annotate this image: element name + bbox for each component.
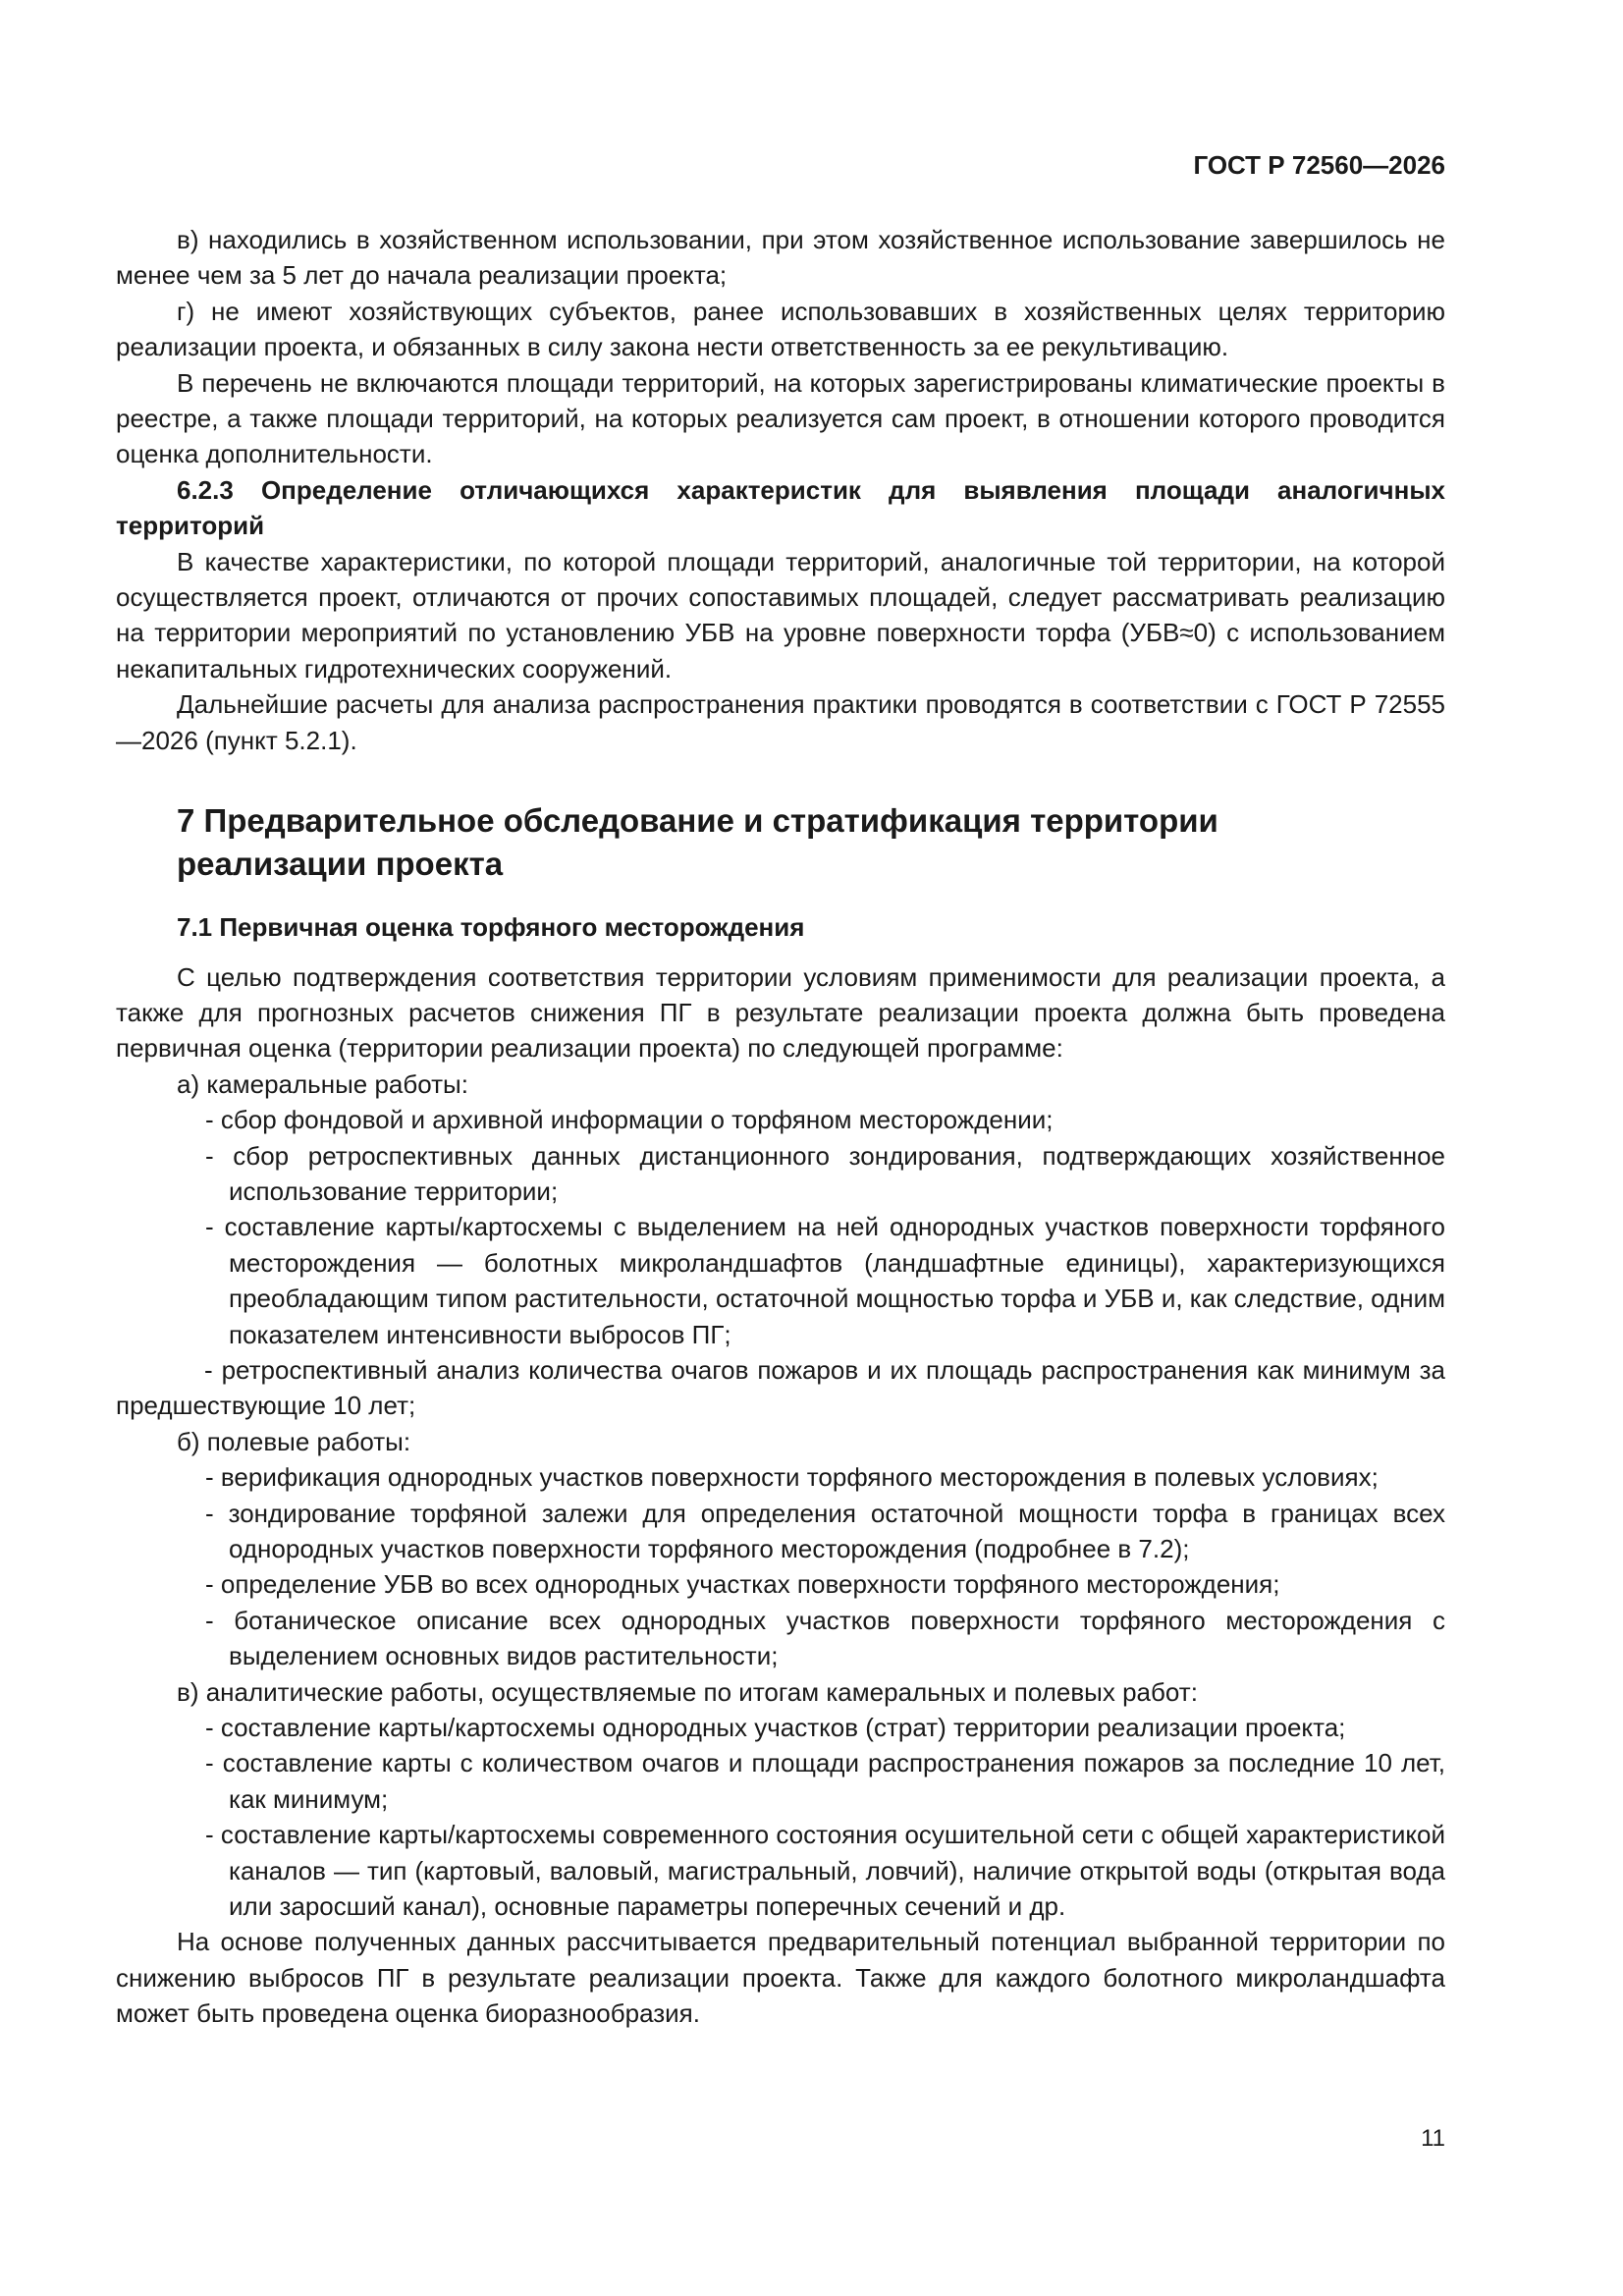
paragraph-item-v: в) находились в хозяйственном использовании, при этом хозяйственное использование завершилось не менее чем за 5 лет до начала реализации проекта; (116, 225, 1445, 291)
paragraph-exclusions: В перечень не включаются площади территорий, на которых зарегистрированы климатические проекты в реестре, а также площади территорий, на которых реализуется сам проект, в отношении которого проводится оценка дополнительности. (116, 367, 1445, 469)
section-7-title (116, 799, 1445, 886)
list-item-v-bullet-1: - составление карты/картосхемы однородных участков (страт) территории реализации проекта; (205, 1713, 1346, 1743)
paragraph-characteristics: В качестве характеристики, по которой площади территорий, аналогичные той территории, на которой осуществляется проект, отличаются от прочих сопоставимых площадей, следует рассматривать реализацию на территории мероприятий по установлению УБВ на уровне поверхности торфа (УБВ≈0) с использованием некапитальных гидротехнических сооружений. (116, 546, 1445, 683)
page-number: 11 (1421, 2125, 1445, 2152)
section-7-title-line-2: реализации проекта (177, 846, 504, 883)
list-item-b-bullet-1: - верификация однородных участков поверхности торфяного месторождения в полевых условиях; (205, 1462, 1379, 1493)
list-item-v-label: в) аналитические работы, осуществляемые по итогам камеральных и полевых работ: (177, 1676, 1198, 1707)
standard-header: ГОСТ Р 72560—2026 (1193, 150, 1445, 180)
list-item-b-bullet-2: - зондирование торфяной залежи для определения остаточной мощности торфа в границах всех однородных участков поверхности торфяного месторождения (подробнее в 7.2); (205, 1498, 1445, 1563)
list-item-a-label: а) камеральные работы: (177, 1068, 468, 1099)
list-item-a-bullet-4: - ретроспективный анализ количества очагов пожаров и их площадь распространения как минимум за предшествующие 10 лет; (116, 1354, 1445, 1421)
list-item-b-bullet-3: - определение УБВ во всех однородных участках поверхности торфяного месторождения; (205, 1569, 1280, 1600)
paragraph-further-calculations: Дальнейшие расчеты для анализа распространения практики проводятся в соответствии с ГОСТ Р 72555—2026 (пункт 5.2.1). (116, 689, 1445, 755)
list-item-a-bullet-3: - составление карты/картосхемы с выделением на ней однородных участков поверхности торфяного месторождения — болотных микроландшафтов (ландшафтные единицы), характеризующихся преобладающим типом растительности, остаточной мощностью торфа и УБВ и, как следствие, одним показателем интенсивности выбросов ПГ; (205, 1212, 1445, 1349)
list-item-b-bullet-4: - ботаническое описание всех однородных участков поверхности торфяного месторождения с выделением основных видов растительности; (205, 1605, 1445, 1671)
list-item-v-bullet-2: - составление карты с количеством очагов и площади распространения пожаров за последние 10 лет, как минимум; (205, 1748, 1445, 1814)
section-7-title-line-1: 7 Предварительное обследование и стратификация территории (177, 802, 1218, 840)
list-item-a-bullet-1: - сбор фондовой и архивной информации о торфяном месторождении; (205, 1105, 1054, 1135)
document-body (116, 222, 1445, 2032)
list-item-b-label: б) полевые работы: (177, 1426, 411, 1456)
subsection-7-1-title: 7.1 Первичная оценка торфяного месторождения (177, 912, 805, 943)
paragraph-conclusion: На основе полученных данных рассчитывается предварительный потенциал выбранной территории по снижению выбросов ПГ в результате реализации проекта. Также для каждого болотного микроландшафта может быть проведена оценка биоразнообразия. (116, 1927, 1445, 2029)
paragraph-program-intro: С целью подтверждения соответствия территории условиям применимости для реализации проекта, а также для прогнозных расчетов снижения ПГ в результате реализации проекта должна быть проведена первичная оценка (территории реализации проекта) по следующей программе: (116, 961, 1445, 1064)
list-item-v-bullet-3: - составление карты/картосхемы современного состояния осушительной сети с общей характеристикой каналов — тип (картовый, валовый, магистральный, ловчий), наличие открытой воды (открытая вода или заросший канал), основные параметры поперечных сечений и др. (205, 1820, 1445, 1922)
list-item-a-bullet-2: - сбор ретроспективных данных дистанционного зондирования, подтверждающих хозяйственное использование территории; (205, 1140, 1445, 1206)
paragraph-item-g: г) не имеют хозяйствующих субъектов, ранее использовавших в хозяйственных целях территорию реализации проекта, и обязанных в силу закона нести ответственность за ее рекультивацию. (116, 296, 1445, 362)
subsection-6-2-3-title: 6.2.3 Определение отличающихся характеристик для выявления площади аналогичных территорий (116, 474, 1445, 541)
